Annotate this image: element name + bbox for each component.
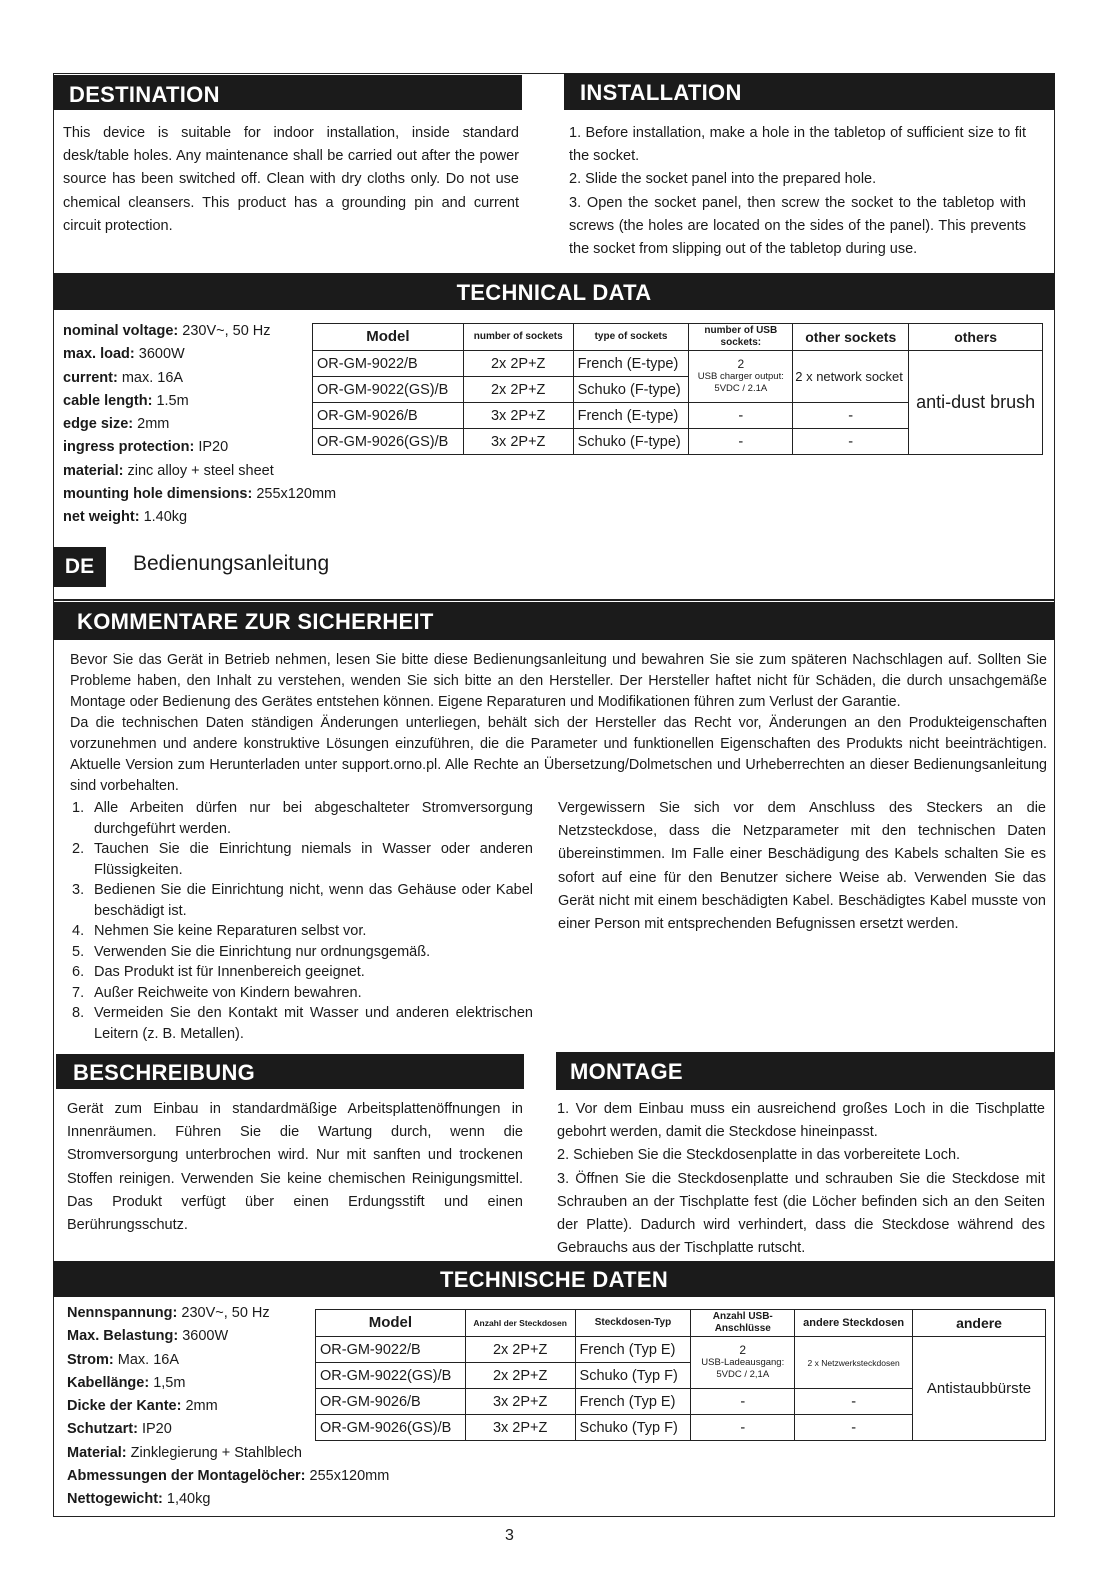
table-header: others bbox=[909, 324, 1043, 351]
table-cell: - bbox=[691, 1415, 795, 1441]
table-header: type of sockets bbox=[573, 324, 689, 351]
installation-header: INSTALLATION bbox=[564, 73, 1055, 110]
table-cell: French (E-type) bbox=[573, 403, 689, 429]
spec-line: Nennspannung: 230V~, 50 Hz bbox=[67, 1305, 270, 1321]
usb-note: USB charger output: 5VDC / 2.1A bbox=[697, 371, 784, 394]
sicherheit-right-text: Vergewissern Sie sich vor dem Anschluss des Steckers an die Netzsteckdose, dass die Netzparameter mit den technischen Daten übereinstimmen. Im Falle einer Beschädigung des Kabels schalten Sie es sofort auf eine für den Benutzer sichere Weise ab. Verwenden Sie das Gerät nicht mit einem beschädigten Kabel. Beschädigtes Kabel musste von einer Person mit entsprechenden Befugnissen ersetzt werden. bbox=[558, 800, 1046, 933]
usb-note: USB-Ladeausgang: 5VDC / 2,1A bbox=[701, 1357, 785, 1380]
spec-line: cable length: 1.5m bbox=[63, 392, 189, 409]
table-cell: OR-GM-9022/B bbox=[316, 1337, 466, 1363]
table-header: Steckdosen-Typ bbox=[575, 1310, 691, 1337]
usb-count: 2 bbox=[737, 357, 745, 371]
installation-step: 2. Slide the socket panel into the prepared hole. bbox=[569, 171, 877, 188]
table-cell: 3x 2P+Z bbox=[463, 429, 573, 455]
table-cell: - bbox=[689, 403, 793, 429]
table-header: other sockets bbox=[793, 324, 909, 351]
spec-line: current: max. 16A bbox=[63, 369, 184, 386]
sicherheit-list bbox=[72, 798, 533, 1044]
table-cell: Schuko (F-type) bbox=[573, 429, 689, 455]
list-item: 4. Nehmen Sie keine Reparaturen selbst vor. bbox=[72, 923, 367, 939]
spec-line: Max. Belastung: 3600W bbox=[67, 1328, 229, 1345]
table-header: Model bbox=[316, 1310, 466, 1337]
list-item: 3. Bedienen Sie die Einrichtung nicht, wenn das Gehäuse oder Kabel beschädigt ist. bbox=[72, 882, 533, 919]
table-cell: OR-GM-9026(GS)/B bbox=[313, 429, 464, 455]
table-cell-other-sockets: 2 x Netzwerksteckdosen bbox=[795, 1337, 913, 1389]
beschreibung-header: BESCHREIBUNG bbox=[56, 1054, 524, 1089]
language-badge: DE bbox=[53, 547, 106, 587]
sicherheit-header: KOMMENTARE ZUR SICHERHEIT bbox=[53, 602, 1055, 640]
technical-data-table bbox=[312, 323, 1043, 455]
spec-line: ingress protection: IP20 bbox=[63, 439, 229, 456]
montage-header: MONTAGE bbox=[556, 1052, 1055, 1090]
table-cell: 3x 2P+Z bbox=[463, 403, 573, 429]
list-item: 6. Das Produkt ist für Innenbereich geeignet. bbox=[72, 964, 365, 980]
table-cell: OR-GM-9022/B bbox=[313, 351, 464, 377]
sicherheit-paragraph: Bevor Sie das Gerät in Betrieb nehmen, lesen Sie bitte diese Bedienungsanleitung und bewahren Sie sie zum späteren Nachschlagen auf. Sollten Sie Probleme haben, den Inhalt zu verstehen, wenden Sie sich bitte an den Hersteller. Der Hersteller haftet nicht für Schäden, die durch unsachgemäße Montage oder Bedienung des Gerätes entstehen können. Eigene Reparaturen und Modifikationen führen zum Verlust der Garantie. bbox=[70, 652, 1047, 710]
page-number: 3 bbox=[505, 1527, 514, 1544]
technische-daten-table bbox=[315, 1309, 1046, 1441]
sicherheit-paragraph: Da die technischen Daten ständigen Änderungen unterliegen, behält sich der Hersteller das Recht vor, Änderungen an den Produkteigenschaften vorzunehmen und andere konstruktive Lösungen einzuführen, die die Parameter und funktionellen Eigenschaften des Produkts nicht beeinträchtigen. Aktuelle Version zum Herunterladen unter support.orno.pl. Alle Rechte an Übersetzung/Dolmetschen und Urheberrechten an dieser Bedienungsanleitung sind vorbehalten. bbox=[70, 715, 1047, 794]
montage-step: 2. Schieben Sie die Steckdosenplatte in das vorbereitete Loch. bbox=[557, 1147, 961, 1164]
spec-line: Kabellänge: 1,5m bbox=[67, 1374, 186, 1391]
table-cell: OR-GM-9022(GS)/B bbox=[316, 1363, 466, 1389]
table-cell-usb bbox=[689, 351, 793, 403]
table-cell-other-sockets: 2 x network socket bbox=[793, 351, 909, 403]
table-header: number of USB sockets: bbox=[689, 324, 793, 351]
table-cell: 3x 2P+Z bbox=[465, 1389, 575, 1415]
installation-step: 3. Open the socket panel, then screw the socket to the tabletop with screws (the holes are located on the sides of the panel). This prevents the socket from slipping out of the tabletop during use. bbox=[569, 194, 1026, 258]
spec-line: Strom: Max. 16A bbox=[67, 1351, 180, 1368]
list-item: 5. Verwenden Sie die Einrichtung nur ordnungsgemäß. bbox=[72, 943, 431, 960]
manual-title: Bedienungsanleitung bbox=[133, 552, 330, 575]
table-cell: - bbox=[795, 1389, 913, 1415]
list-item: 8. Vermeiden Sie den Kontakt mit Wasser und anderen elektrischen Leitern (z. B. Metallen). bbox=[72, 1005, 533, 1042]
table-cell: 3x 2P+Z bbox=[465, 1415, 575, 1441]
table-header: Anzahl der Steckdosen bbox=[465, 1310, 575, 1337]
table-cell: French (E-type) bbox=[573, 351, 689, 377]
destination-header: DESTINATION bbox=[53, 75, 522, 110]
table-cell: Schuko (Typ F) bbox=[575, 1363, 691, 1389]
table-cell: 2x 2P+Z bbox=[465, 1363, 575, 1389]
spec-line: mounting hole dimensions: 255x120mm bbox=[63, 486, 337, 503]
installation-step: 1. Before installation, make a hole in the tabletop of sufficient size to fit the socket. bbox=[569, 125, 1026, 165]
table-cell: - bbox=[689, 429, 793, 455]
montage-step: 1. Vor dem Einbau muss ein ausreichend großes Loch in die Tischplatte gebohrt werden, damit die Steckdose hineinpasst. bbox=[557, 1101, 1045, 1141]
table-cell-others: Antistaubbürste bbox=[913, 1337, 1046, 1441]
table-cell: OR-GM-9026/B bbox=[313, 403, 464, 429]
spec-line: Material: Zinklegierung + Stahlblech bbox=[67, 1444, 302, 1461]
table-cell: 2x 2P+Z bbox=[463, 351, 573, 377]
usb-count: 2 bbox=[739, 1343, 747, 1357]
table-cell: Schuko (Typ F) bbox=[575, 1415, 691, 1441]
montage-step: 3. Öffnen Sie die Steckdosenplatte und schrauben Sie die Steckdose mit Schrauben an der Tischplatte fest (die Löcher befinden sich an den Seiten der Platte). Dadurch wird verhindert, dass die Steckdose während des Gebrauchs aus der Tischplatte rutscht. bbox=[557, 1170, 1045, 1257]
table-cell-others: anti-dust brush bbox=[909, 351, 1043, 455]
spec-line: Nettogewicht: 1,40kg bbox=[67, 1491, 211, 1508]
table-cell: OR-GM-9026/B bbox=[316, 1389, 466, 1415]
spec-line: max. load: 3600W bbox=[63, 346, 185, 363]
spec-line: Abmessungen der Montagelöcher: 255x120mm bbox=[67, 1468, 390, 1485]
table-cell: Schuko (F-type) bbox=[573, 377, 689, 403]
table-cell-usb bbox=[691, 1337, 795, 1389]
spec-line: material: zinc alloy + steel sheet bbox=[63, 462, 274, 479]
list-item: 1. Alle Arbeiten dürfen nur bei abgeschalteter Stromversorgung durchgeführt werden. bbox=[72, 800, 533, 837]
table-cell: 2x 2P+Z bbox=[465, 1337, 575, 1363]
list-item: 7. Außer Reichweite von Kindern bewahren. bbox=[72, 984, 362, 1001]
table-cell: OR-GM-9022(GS)/B bbox=[313, 377, 464, 403]
table-cell: - bbox=[691, 1389, 795, 1415]
table-cell: - bbox=[795, 1415, 913, 1441]
table-cell: French (Typ E) bbox=[575, 1389, 691, 1415]
table-cell: OR-GM-9026(GS)/B bbox=[316, 1415, 466, 1441]
table-header: andere Steckdosen bbox=[795, 1310, 913, 1337]
spec-line: Dicke der Kante: 2mm bbox=[67, 1398, 218, 1415]
table-header: Model bbox=[313, 324, 464, 351]
table-header: andere bbox=[913, 1310, 1046, 1337]
sicherheit-intro bbox=[70, 650, 1047, 797]
table-cell: - bbox=[793, 403, 909, 429]
spec-line: edge size: 2mm bbox=[63, 416, 170, 433]
table-cell: - bbox=[793, 429, 909, 455]
spec-line: nominal voltage: 230V~, 50 Hz bbox=[63, 323, 271, 339]
table-cell: 2x 2P+Z bbox=[463, 377, 573, 403]
spec-line: net weight: 1.40kg bbox=[63, 509, 188, 526]
installation-text bbox=[569, 122, 1026, 261]
table-header: number of sockets bbox=[463, 324, 573, 351]
table-cell: French (Typ E) bbox=[575, 1337, 691, 1363]
table-header: Anzahl USB-Anschlüsse bbox=[691, 1310, 795, 1337]
technische-daten-header: TECHNISCHE DATEN bbox=[53, 1261, 1055, 1297]
destination-text: This device is suitable for indoor installation, inside standard desk/table holes. Any maintenance shall be carried out after the power source has been switched off. Clean with dry cloths only. Do not use chemical cleansers. This product has a grounding pin and current circuit protection. bbox=[63, 125, 519, 234]
beschreibung-text: Gerät zum Einbau in standardmäßige Arbeitsplattenöffnungen in Innenräumen. Führen Sie die Wartung durch, wenn die Stromversorgung unterbrochen wird. Nur mit sanften und trockenen Stoffen reinigen. Verwenden Sie keine chemischen Reinigungsmittel. Das Produkt verfügt über einen Erdungsstift und einen Berührungsschutz. bbox=[67, 1101, 523, 1234]
spec-line: Schutzart: IP20 bbox=[67, 1421, 172, 1438]
technical-data-header: TECHNICAL DATA bbox=[53, 273, 1055, 310]
montage-text bbox=[557, 1098, 1045, 1260]
list-item: 2. Tauchen Sie die Einrichtung niemals in Wasser oder anderen Flüssigkeiten. bbox=[72, 841, 533, 878]
